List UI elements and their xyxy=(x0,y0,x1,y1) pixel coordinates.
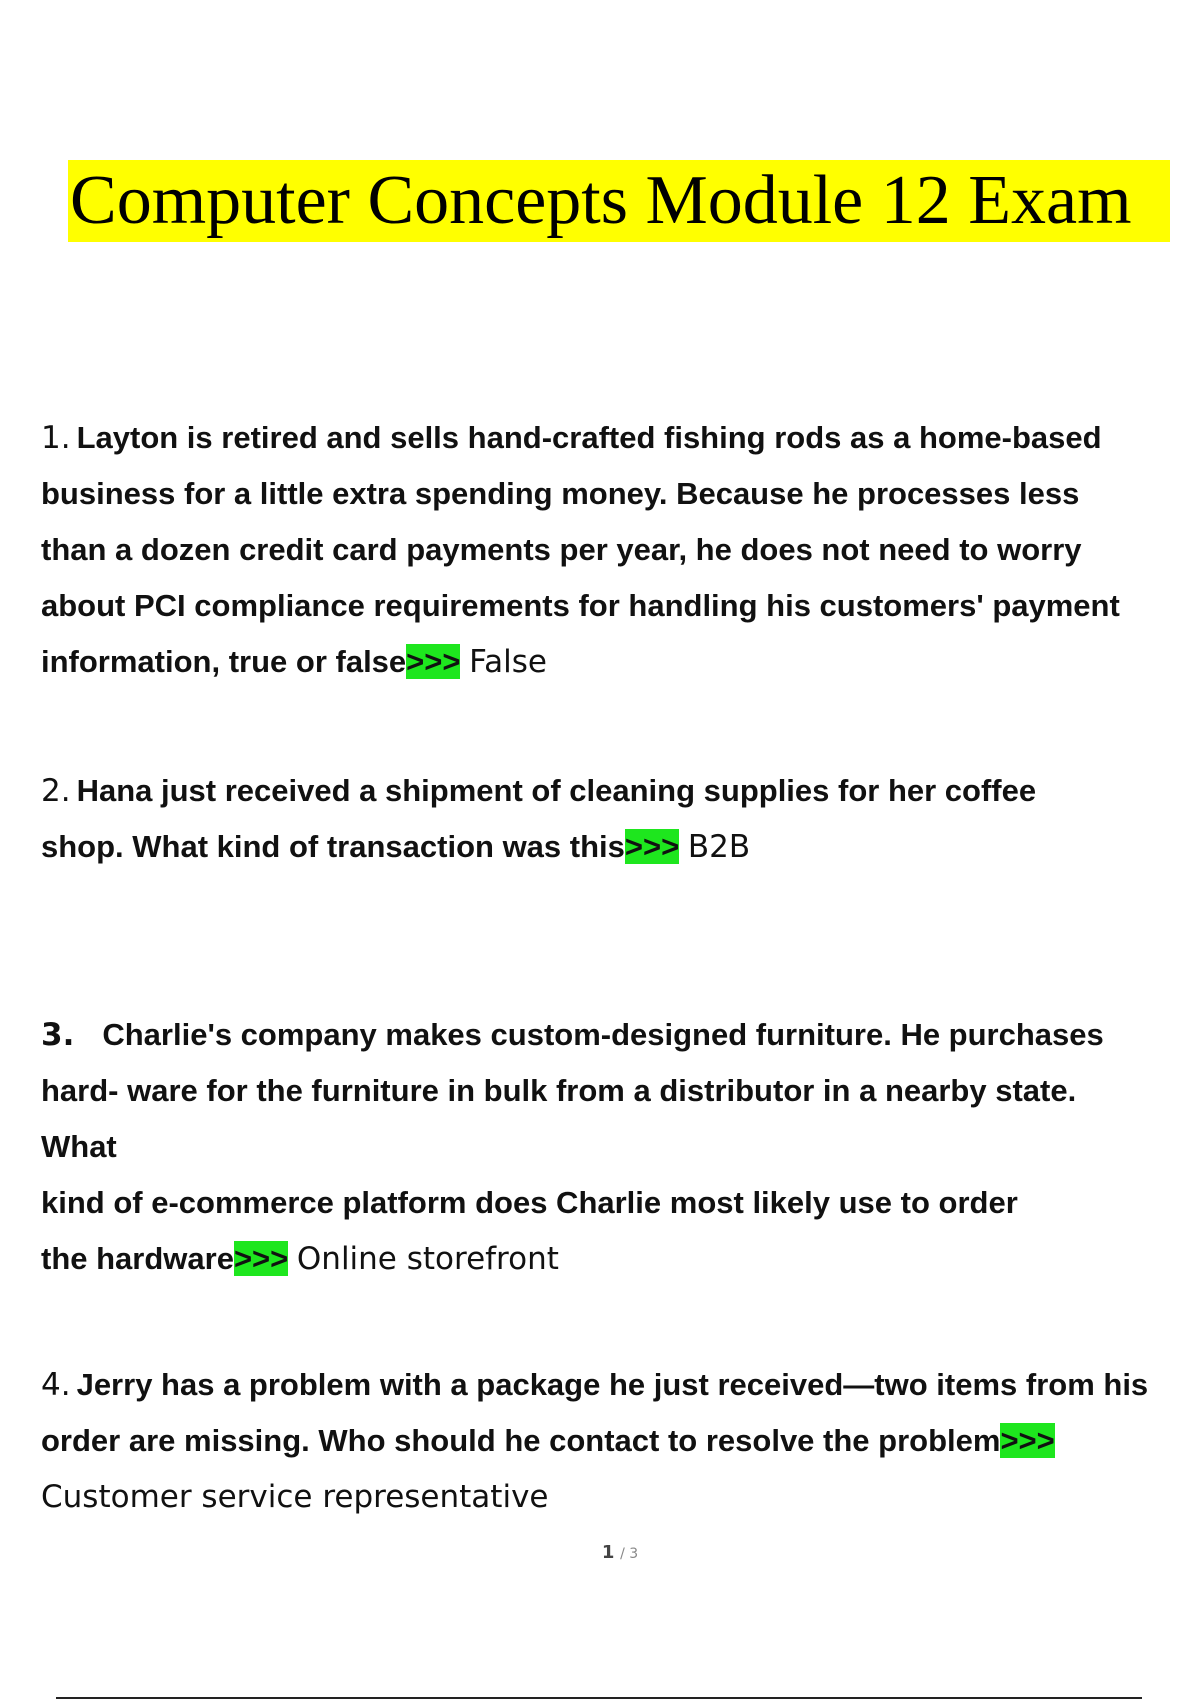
question-1-line-3: than a dozen credit card payments per year, he does not need to worry xyxy=(41,532,1082,567)
question-3-line-1: 3. Charlie's company makes custom-designed furniture. He purchases xyxy=(41,1017,1104,1053)
question-3-line-5: the hardware>>> Online storefront xyxy=(41,1241,559,1277)
answer-marker: >>> xyxy=(406,644,461,679)
question-3-number: 3. xyxy=(41,1017,75,1053)
question-2-line-2: shop. What kind of transaction was this>>> B2B xyxy=(41,829,751,865)
bottom-rule xyxy=(56,1697,1142,1699)
answer-marker: >>> xyxy=(624,829,680,864)
answer-marker: >>> xyxy=(233,1241,289,1276)
question-3-line-2: hard- ware for the furniture in bulk from a distributor in a nearby state. xyxy=(41,1073,1077,1108)
question-4-number: 4. xyxy=(41,1367,71,1403)
page-current: 1 xyxy=(601,1542,615,1563)
question-3-answer: Online storefront xyxy=(296,1241,559,1277)
question-1-line-2: business for a little extra spending money. Because he processes less xyxy=(41,476,1080,511)
page-total: / 3 xyxy=(620,1546,639,1562)
question-1-number: 1. xyxy=(41,420,71,456)
question-1-line-5: information, true or false>>> False xyxy=(41,644,547,680)
answer-marker: >>> xyxy=(1000,1423,1055,1458)
page-title: Computer Concepts Module 12 Exam xyxy=(70,162,1132,239)
question-1-line-1: 1. Layton is retired and sells hand-crafted fishing rods as a home-based xyxy=(41,420,1102,456)
question-2-line-1: 2. Hana just received a shipment of cleaning supplies for her coffee xyxy=(41,773,1037,809)
question-1-answer: False xyxy=(469,644,547,680)
question-3-line-4: kind of e-commerce platform does Charlie most likely use to order xyxy=(41,1185,1018,1220)
question-1-line-4: about PCI compliance requirements for handling his customers' payment xyxy=(41,588,1120,623)
question-2 xyxy=(41,763,1193,875)
question-2-answer: B2B xyxy=(687,829,751,865)
question-4 xyxy=(41,1357,1193,1525)
question-4-answer: Customer service representative xyxy=(41,1479,549,1515)
question-2-number: 2. xyxy=(41,773,71,809)
question-1 xyxy=(41,410,1193,690)
question-4-line-1: 4. Jerry has a problem with a package he just received—two items from his xyxy=(41,1367,1149,1403)
question-4-line-2: order are missing. Who should he contact to resolve the problem>>> xyxy=(41,1423,1055,1458)
question-3 xyxy=(41,1007,1193,1287)
page-number xyxy=(0,1542,1200,1563)
question-3-line-3: What xyxy=(41,1129,117,1164)
